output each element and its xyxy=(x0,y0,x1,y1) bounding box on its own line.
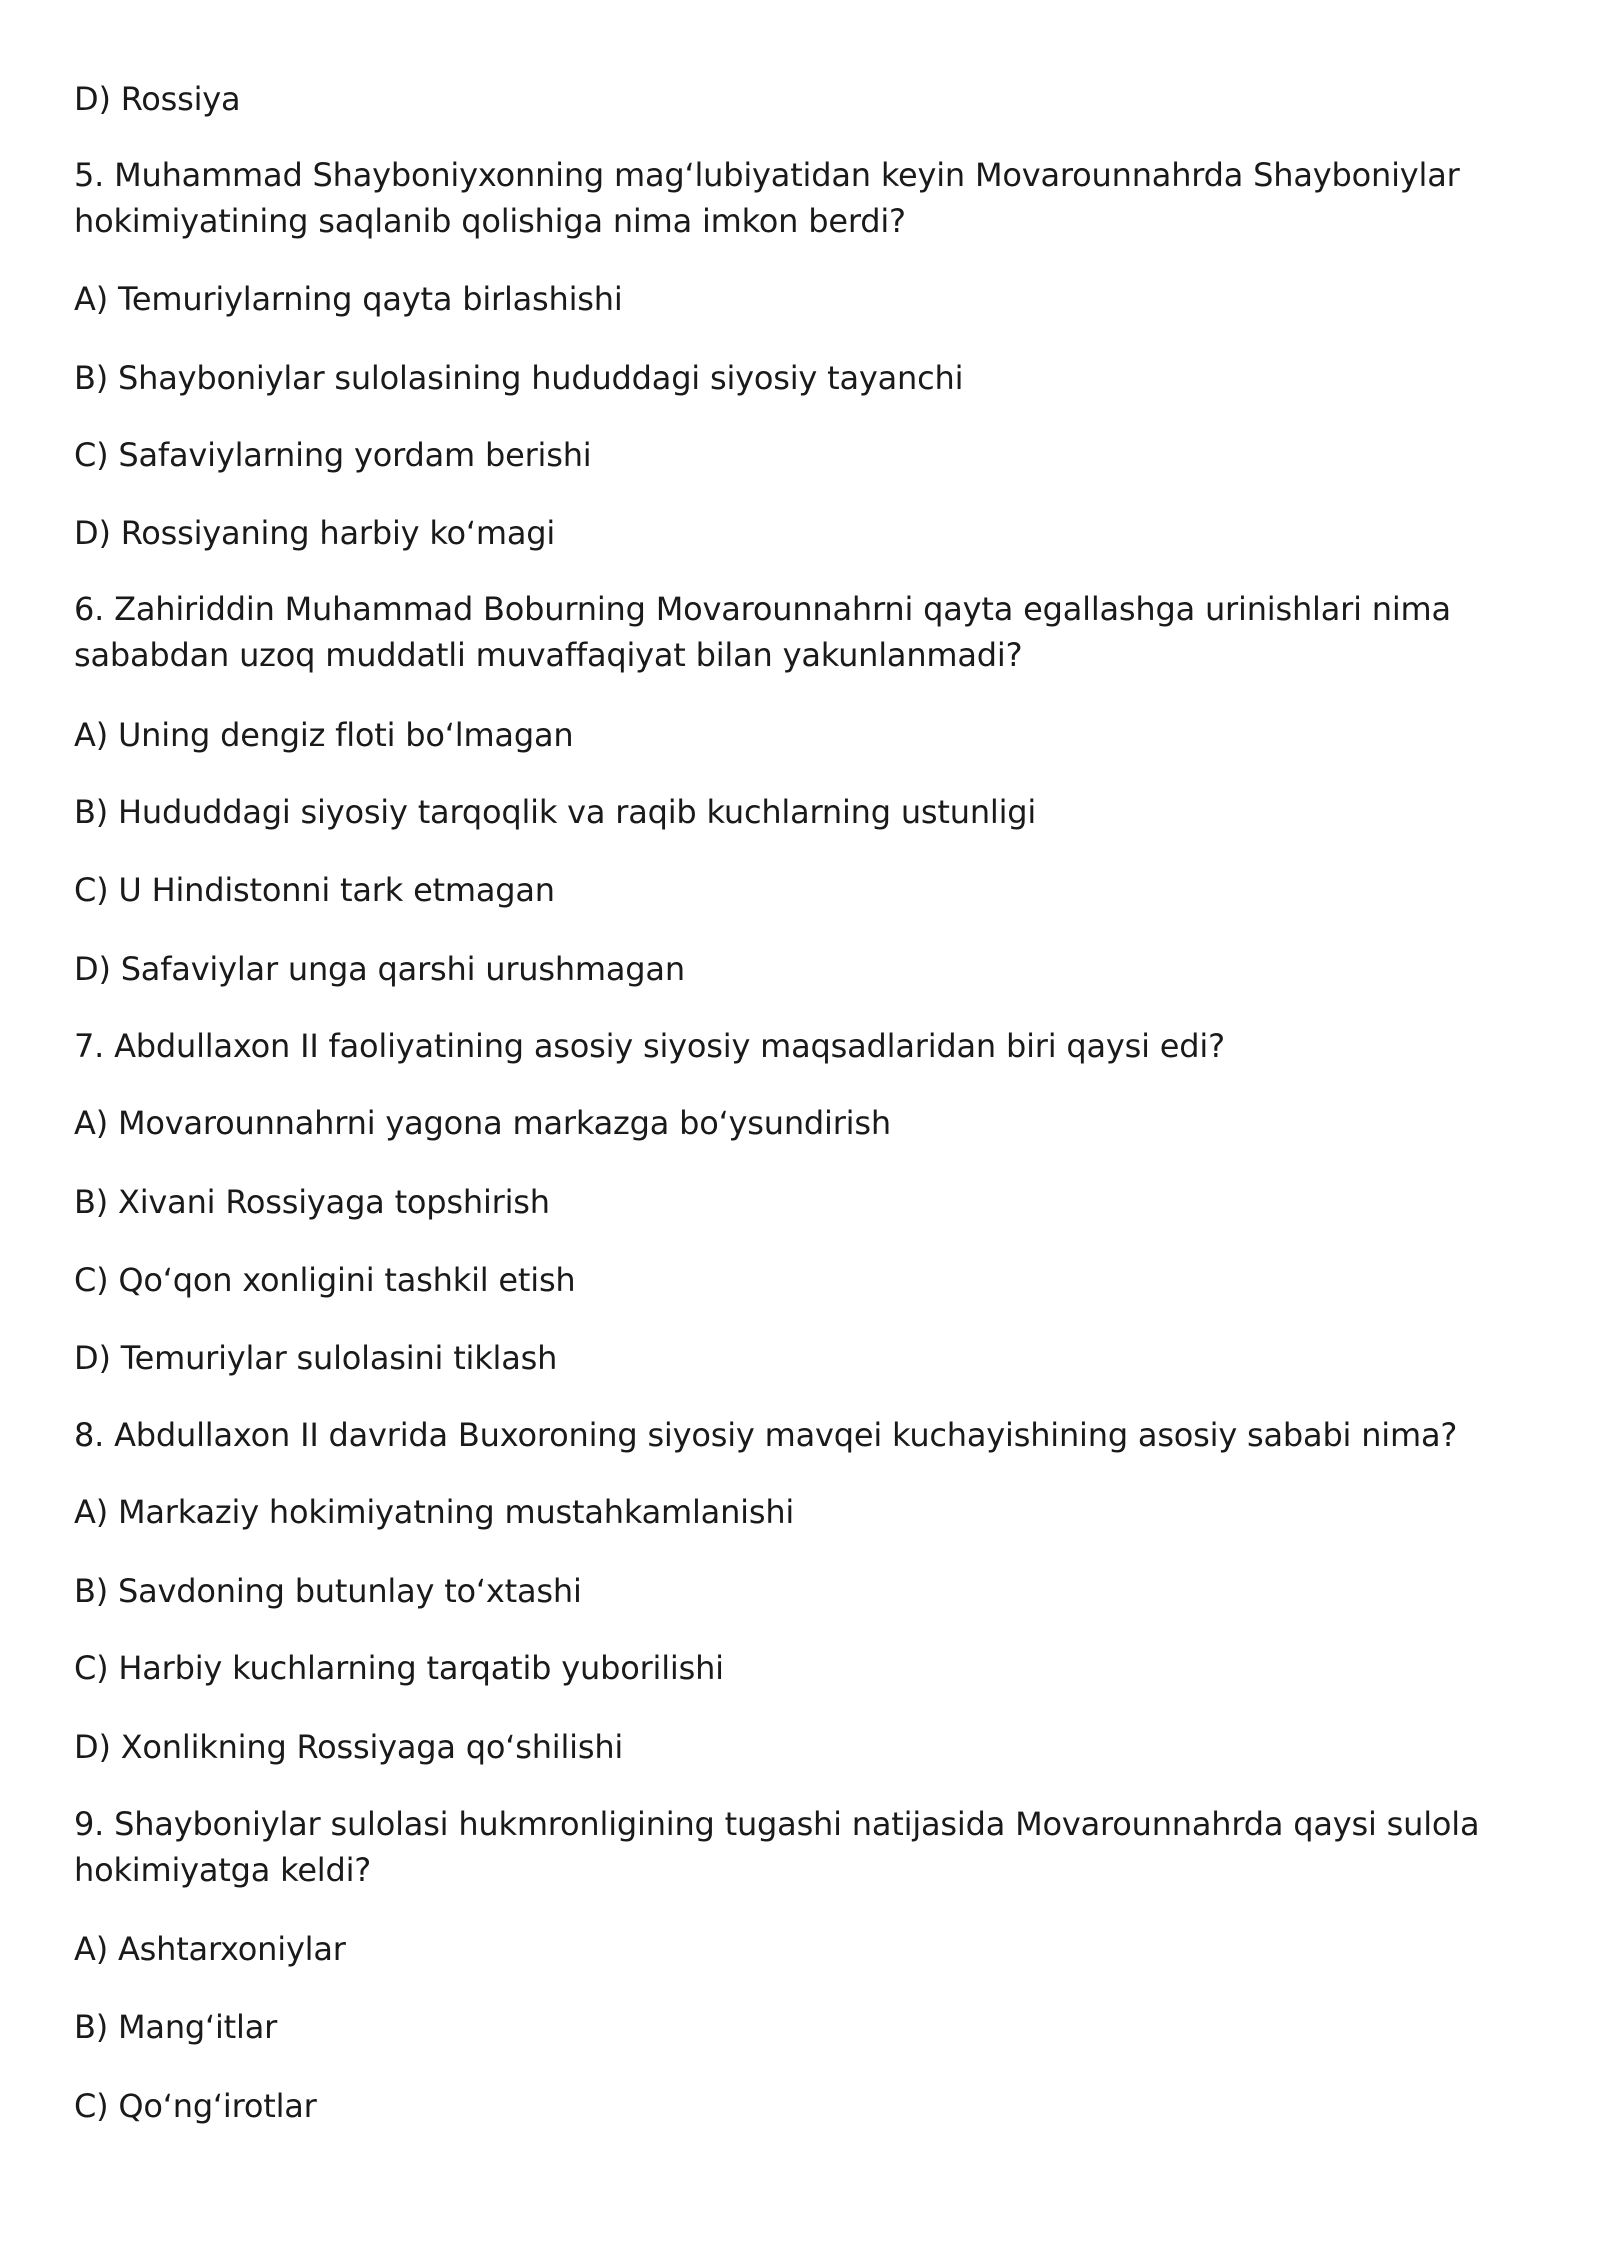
option-text: D) Safaviylar unga qarshi urushmagan xyxy=(74,950,685,988)
option-text: D) Rossiya xyxy=(74,80,241,118)
option-text: C) Harbiy kuchlarning tarqatib yuborilishi xyxy=(74,1649,724,1687)
option-text: A) Temuriylarning qayta birlashishi xyxy=(74,280,623,318)
option-text: A) Movarounnahrni yagona markazga bo‘ysundirish xyxy=(74,1104,891,1142)
question-text: 9. Shayboniylar sulolasi hukmronligining tugashi natijasida Movarounnahrda qaysi sulola hokimiyatga keldi? xyxy=(74,1805,1480,1889)
option-text: C) Safaviylarning yordam berishi xyxy=(74,436,592,474)
option-text: B) Mang‘itlar xyxy=(74,2008,278,2046)
option-text: C) Qo‘qon xonligini tashkil etish xyxy=(74,1261,576,1299)
option-text: D) Xonlikning Rossiyaga qo‘shilishi xyxy=(74,1728,624,1766)
question-text: 5. Muhammad Shayboniyxonning mag‘lubiyatidan keyin Movarounnahrda Shayboniylar hokimiyatining saqlanib qolishiga nima imkon berdi? xyxy=(74,156,1460,240)
option-text: A) Markaziy hokimiyatning mustahkamlanishi xyxy=(74,1493,795,1531)
option-text: B) Xivani Rossiyaga topshirish xyxy=(74,1183,550,1221)
option-text: B) Hududdagi siyosiy tarqoqlik va raqib kuchlarning ustunligi xyxy=(74,793,1037,831)
option-text: C) U Hindistonni tark etmagan xyxy=(74,871,555,909)
option-text: D) Temuriylar sulolasini tiklash xyxy=(74,1339,558,1377)
option-text: D) Rossiyaning harbiy ko‘magi xyxy=(74,514,556,552)
option-text: C) Qo‘ng‘irotlar xyxy=(74,2087,317,2125)
question-text: 7. Abdullaxon II faoliyatining asosiy siyosiy maqsadlaridan biri qaysi edi? xyxy=(74,1027,1225,1065)
question-text: 8. Abdullaxon II davrida Buxoroning siyosiy mavqei kuchayishining asosiy sababi nima? xyxy=(74,1416,1458,1454)
option-text: B) Shayboniylar sulolasining hududdagi siyosiy tayanchi xyxy=(74,359,964,397)
option-text: A) Uning dengiz floti bo‘lmagan xyxy=(74,716,574,754)
question-text: 6. Zahiriddin Muhammad Boburning Movarounnahrni qayta egallashga urinishlari nima sababdan uzoq muddatli muvaffaqiyat bilan yakunlanmadi? xyxy=(74,590,1451,674)
option-text: A) Ashtarxoniylar xyxy=(74,1930,346,1968)
option-text: B) Savdoning butunlay to‘xtashi xyxy=(74,1572,582,1610)
